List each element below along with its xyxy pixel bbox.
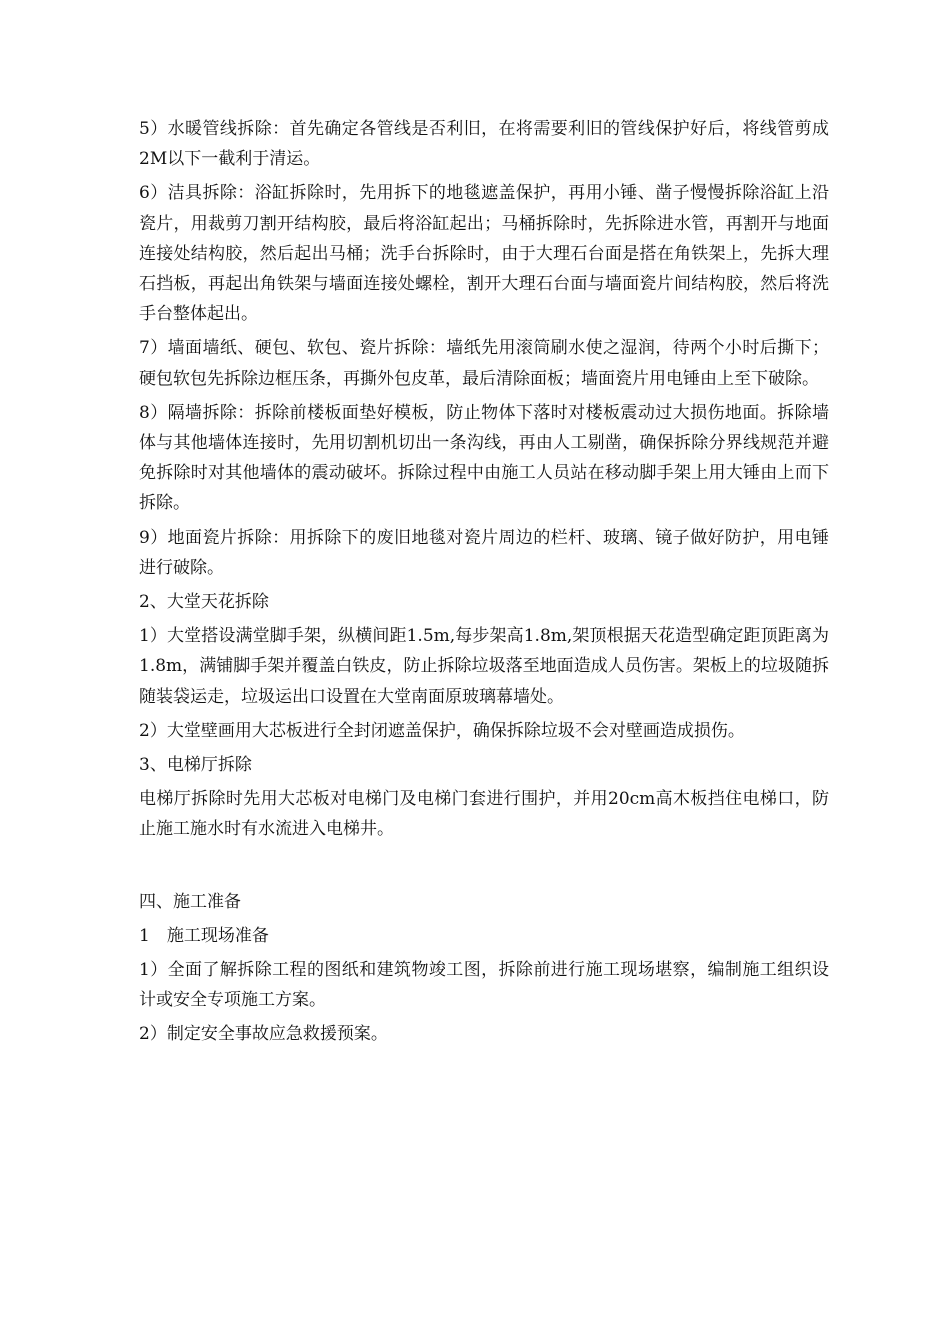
heading-site-preparation: 1 施工现场准备 [139,925,269,946]
heading-construction-preparation: 四、施工准备 [139,891,241,912]
paragraph-partition-removal: 8）隔墙拆除：拆除前楼板面垫好模板，防止物体下落时对楼板震动过大损伤地面。拆除墙体与其他墙体连接时，先用切割机切出一条沟线，再由人工剔凿，确保拆除分界线规范并避免拆除时对其他墙体的震动破坏。拆除过程中由施工人员站在移动脚手架上用大锤由上而下拆除。 [139,402,829,514]
paragraph-emergency-plan: 2）制定安全事故应急救援预案。 [139,1024,388,1045]
paragraph-sanitary-removal: 6）洁具拆除：浴缸拆除时，先用拆下的地毯遮盖保护，再用小锤、凿子慢慢拆除浴缸上沿瓷片，用裁剪刀割开结构胶，最后将浴缸起出；马桶拆除时，先拆除进水管，再割开与地面连接处结构胶，然后起出马桶；洗手台拆除时，由于大理石台面是搭在角铁架上，先拆大理石挡板，再起出角铁架与墙面连接处螺栓，割开大理石台面与墙面瓷片间结构胶，然后将洗手台整体起出。 [139,183,829,325]
document-body [139,114,829,1054]
paragraph-plumbing-removal: 5）水暖管线拆除：首先确定各管线是否利旧，在将需要利旧的管线保护好后，将线管剪成2M以下一截利于清运。 [139,119,829,170]
heading-elevator-hall: 3、电梯厅拆除 [139,755,252,776]
heading-lobby-ceiling: 2、大堂天花拆除 [139,592,269,613]
paragraph-elevator-hall: 电梯厅拆除时先用大芯板对电梯门及电梯门套进行围护，并用20cm高木板挡住电梯口，防止施工施水时有水流进入电梯井。 [139,789,829,840]
paragraph-drawings-review: 1）全面了解拆除工程的图纸和建筑物竣工图，拆除前进行施工现场堪察，编制施工组织设计或安全专项施工方案。 [139,960,829,1011]
paragraph-lobby-mural: 2）大堂壁画用大芯板进行全封闭遮盖保护，确保拆除垃圾不会对壁画造成损伤。 [139,720,745,741]
section-spacer [139,849,829,887]
paragraph-wall-finish-removal: 7）墙面墙纸、硬包、软包、瓷片拆除：墙纸先用滚筒刷水使之湿润，待两个小时后撕下；硬包软包先拆除边框压条，再撕外包皮革，最后清除面板；墙面瓷片用电锤由上至下破除。 [139,338,829,389]
paragraph-lobby-scaffold: 1）大堂搭设满堂脚手架，纵横间距1.5m,每步架高1.8m,架顶根据天花造型确定距顶距离为1.8m，满铺脚手架并覆盖白铁皮，防止拆除垃圾落至地面造成人员伤害。架板上的垃圾随拆随装袋运走，垃圾运出口设置在大堂南面原玻璃幕墙处。 [139,626,829,707]
paragraph-floor-tile-removal: 9）地面瓷片拆除：用拆除下的废旧地毯对瓷片周边的栏杆、玻璃、镜子做好防护，用电锤进行破除。 [139,527,829,578]
